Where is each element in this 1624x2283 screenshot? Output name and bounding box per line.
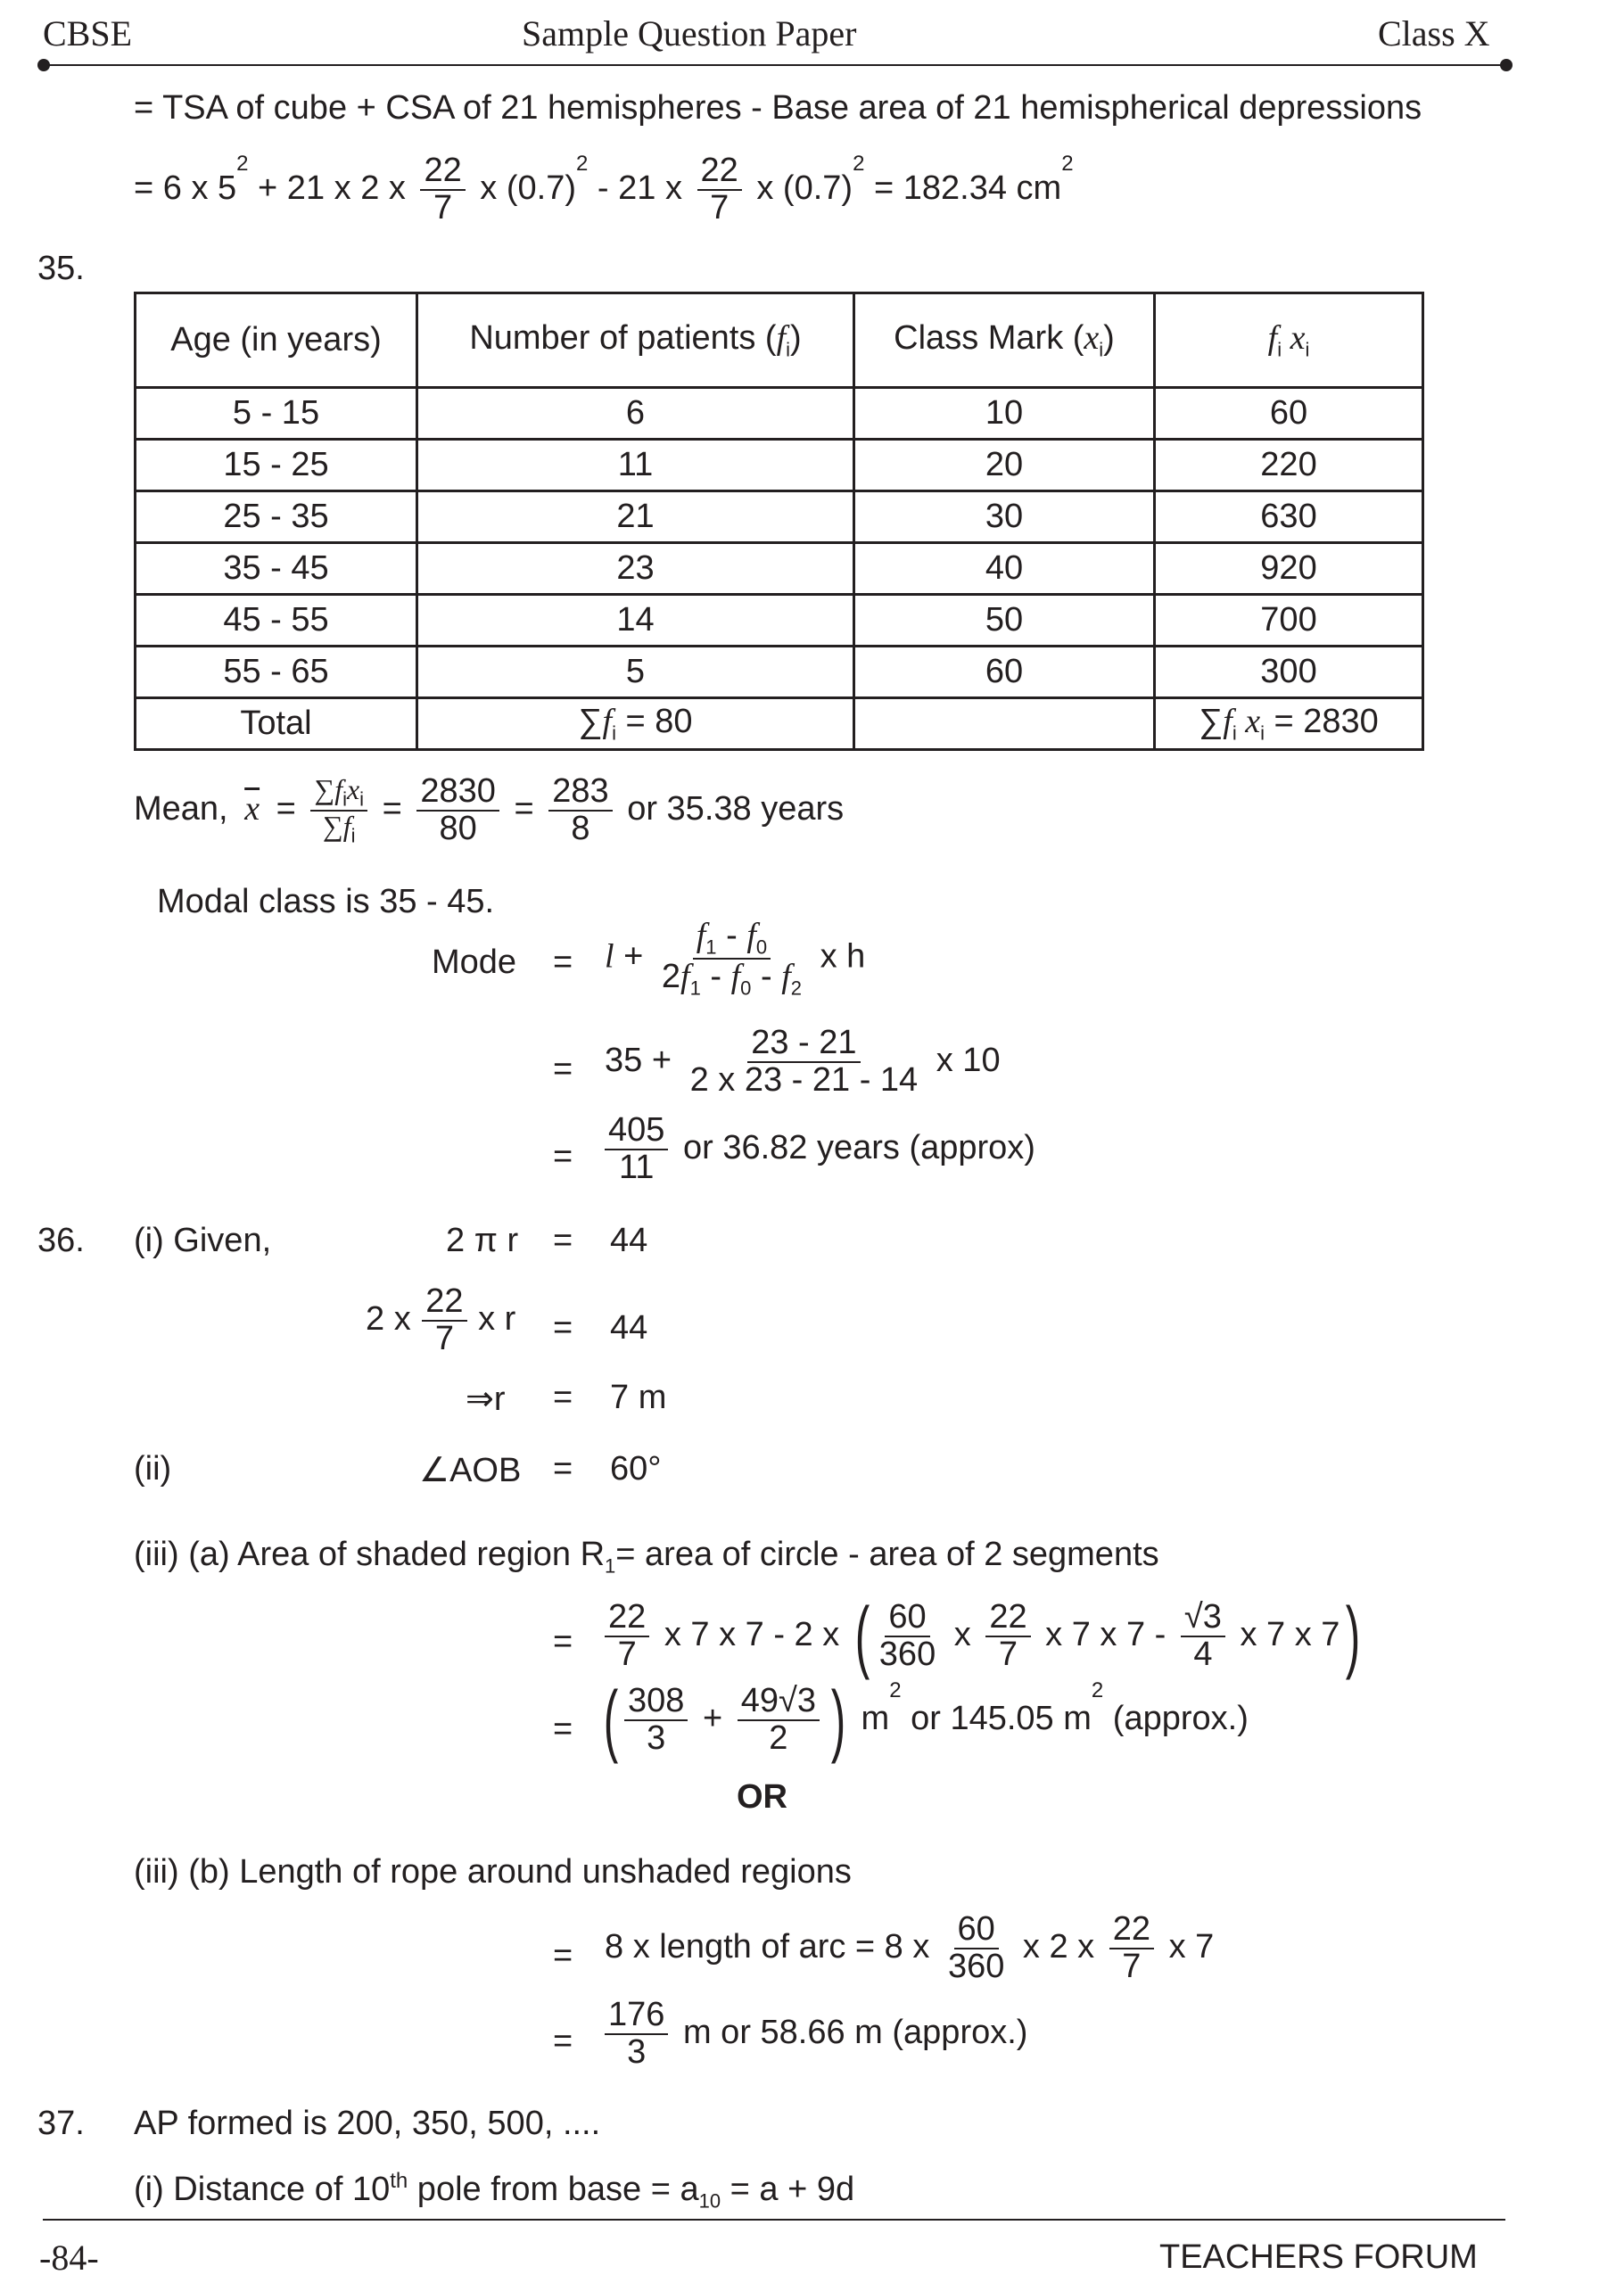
header-fixi: $f_i$ $x_i$ xyxy=(1155,293,1423,388)
q36-eq-5: = xyxy=(553,1623,573,1661)
mode-eq-2: = xyxy=(553,1051,573,1088)
q36-eq-4: = xyxy=(553,1450,573,1488)
mode-label: Mode xyxy=(432,944,517,981)
or-label: OR xyxy=(737,1778,787,1816)
q36-ii: (ii) xyxy=(134,1450,172,1488)
header-right: Class X xyxy=(1378,13,1490,54)
q36-eq-3: = xyxy=(553,1379,573,1416)
mode-eq-3: = xyxy=(553,1138,573,1175)
header-rule-right-dot xyxy=(1500,59,1513,71)
q36-area-step1: $\frac{22}{7}$ x 7 x 7 - 2 x ( $\frac{60}{360}$ x $\frac{22}{7}$ x 7 x 7 - $\frac{√3}{4}$ x 7 x 7) xyxy=(605,1596,1366,1677)
header-left: CBSE xyxy=(43,13,133,54)
mode-eq-1: = xyxy=(553,944,573,981)
table-row: 35 - 45 23 40 920 xyxy=(136,543,1423,595)
q36-l2-rhs: 44 xyxy=(610,1309,648,1347)
header-center: Sample Question Paper xyxy=(522,13,857,54)
q36-iii-b: (iii) (b) Length of rope around unshaded regions xyxy=(134,1853,852,1891)
q36-iii-a: (iii) (a) Area of shaded region $R_1=$ area of circle - area of 2 segments xyxy=(134,1536,1159,1578)
page-number: -84- xyxy=(39,2238,99,2278)
q35-number: 35. xyxy=(37,250,85,287)
q36-l3-rhs: 7 m xyxy=(610,1379,667,1416)
q34-line1: = TSA of cube + CSA of 21 hemispheres - Base area of 21 hemispherical depressions xyxy=(134,89,1422,127)
q36-number: 36. xyxy=(37,1222,85,1259)
q36-eq-7: = xyxy=(553,1937,573,1974)
total-fx: $\sum f_i$ $x_i = 2830$ xyxy=(1155,698,1423,750)
q37-number: 37. xyxy=(37,2105,85,2142)
q36-given: (i) Given, xyxy=(134,1222,272,1259)
table-row: 15 - 25 11 20 220 xyxy=(136,440,1423,491)
table-row: 25 - 35 21 30 630 xyxy=(136,491,1423,543)
total-label: Total xyxy=(136,698,417,750)
header-age: Age (in years) xyxy=(136,293,417,388)
q36-l4-rhs: 60° xyxy=(610,1450,662,1488)
q36-rope-step2: $\frac{176}{3}$ m or 58.66 m (approx.) xyxy=(605,1998,1027,2071)
table-header-row xyxy=(136,293,1423,388)
footer-rule xyxy=(43,2219,1505,2221)
table-row: 5 - 15 6 10 60 xyxy=(136,388,1423,440)
q36-eq-2: = xyxy=(553,1309,573,1347)
mean-formula: Mean, $\overline{x}$ = $\frac{\sum f_ix_i}{\sum f_i}$ = $\frac{2830}{80}$ = $\frac{283}{8}$ or 35.38 years xyxy=(134,772,845,847)
q36-eq-8: = xyxy=(553,2023,573,2060)
q37-line2: (i) Distance of 10th pole from base = $a_{10} = a + 9d$ xyxy=(134,2169,855,2213)
header-rule xyxy=(43,64,1505,66)
q36-l3-lhs: ⇒r xyxy=(466,1381,506,1418)
q36-rope-step1: 8 x length of arc = 8 x $\frac{60}{360}$ x 2 x $\frac{22}{7}$ x 7 xyxy=(605,1910,1215,1985)
q36-area-step2: ( $\frac{308}{3}$ + $\frac{49√3}{2}$ ) $m^2$ or 145.05 $m^2$ (approx.) xyxy=(603,1676,1249,1765)
q36-l1-lhs: 2 π r xyxy=(446,1222,519,1259)
q36-eq-6: = xyxy=(553,1710,573,1748)
table-row: 55 - 65 5 60 300 xyxy=(136,647,1423,698)
q36-l4-lhs: ∠AOB xyxy=(419,1452,522,1489)
mode-step2: 35 + $\frac{23 - 21}{2 x 23 - 21 - 14}$ x 10 xyxy=(605,1024,1001,1099)
total-f: $\sum f_i = 80$ xyxy=(417,698,854,750)
mode-step3: $\frac{405}{11}$ or 36.82 years (approx) xyxy=(605,1113,1035,1186)
footer-right: TEACHERS FORUM xyxy=(1159,2238,1478,2276)
q36-eq-1: = xyxy=(553,1222,573,1259)
table-total-row xyxy=(136,698,1423,750)
header-rule-left-dot xyxy=(37,59,50,71)
header-patients: Number of patients $(f_i)$ xyxy=(417,293,854,388)
mode-formula: l + $\frac{f_1 - f_0}{2f_1 - f_0 - f_2}$ x h xyxy=(605,917,866,1000)
q36-l2-lhs: 2 x $\frac{22}{7}$ x r xyxy=(366,1282,516,1357)
q36-l1-rhs: 44 xyxy=(610,1222,648,1259)
modal-class: Modal class is 35 - 45. xyxy=(157,883,495,920)
total-empty xyxy=(854,698,1155,750)
frequency-table xyxy=(134,292,1424,751)
q37-line1: AP formed is 200, 350, 500, .... xyxy=(134,2105,601,2142)
header-class-mark: Class Mark $(x_i)$ xyxy=(854,293,1155,388)
table-row: 45 - 55 14 50 700 xyxy=(136,595,1423,647)
q34-line2: = 6 x $5^2 + 21$ x 2 x $\frac{22}{7}$ x $(0.7)^2 - 21$ x $\frac{22}{7}$ x $(0.7)^2 = 182.34$ $cm^2$ xyxy=(134,152,1074,227)
